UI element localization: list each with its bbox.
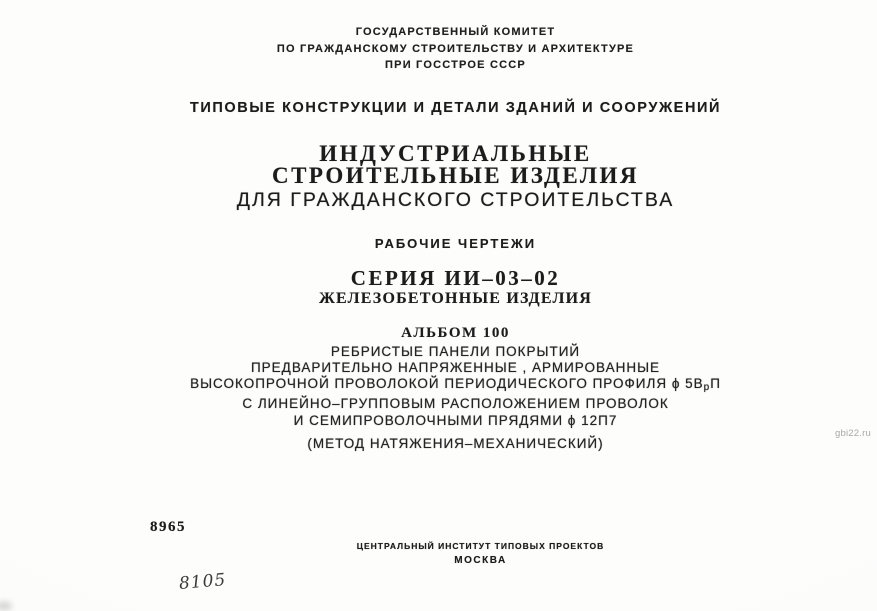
scan-smudge: [0, 601, 12, 611]
document-type-line: ТИПОВЫЕ КОНСТРУКЦИИ И ДЕТАЛИ ЗДАНИЙ И СООРУЖЕНИЙ: [189, 100, 722, 116]
album-description-line-1: РЕБРИСТЫЕ ПАНЕЛИ ПОКРЫТИЙ: [330, 344, 581, 359]
print-order-number: 8965: [150, 519, 186, 535]
album-description-line-2: ПРЕДВАРИТЕЛЬНО НАПРЯЖЕННЫЕ , АРМИРОВАННЫЕ: [250, 360, 661, 375]
wire-profile-suffix: П: [710, 376, 721, 391]
album-description-line-3: [35, 376, 876, 393]
working-drawings-label: РАБОЧИЕ ЧЕРТЕЖИ: [374, 236, 537, 251]
wire-class-subscript: р: [703, 382, 711, 393]
series-number: СЕРИЯ ИИ–03–02: [350, 266, 561, 290]
publisher-name: ЦЕНТРАЛЬНЫЙ ИНСТИТУТ ТИПОВЫХ ПРОЕКТОВ: [356, 541, 605, 551]
album-number: АЛЬБОМ 100: [401, 325, 510, 341]
album-description-line-4: С ЛИНЕЙНО–ГРУППОВЫМ РАСПОЛОЖЕНИЕМ ПРОВОЛОК: [242, 396, 669, 411]
album-description-line-5: И СЕМИПРОВОЛОЧНЫМИ ПРЯДЯМИ ϕ 12П7: [293, 413, 618, 428]
publisher-city: МОСКВА: [454, 555, 507, 566]
site-watermark: gbi22.ru: [835, 428, 871, 439]
main-title-line-3: ДЛЯ ГРАЖДАНСКОГО СТРОИТЕЛЬСТВА: [236, 189, 675, 211]
org-name-line-1: ГОСУДАРСТВЕННЫЙ КОМИТЕТ: [355, 26, 556, 38]
wire-profile-text: ВЫСОКОПРОЧНОЙ ПРОВОЛОКОЙ ПЕРИОДИЧЕСКОГО ПРОФИЛЯ ϕ 5В: [190, 376, 704, 391]
main-title-line-2: СТРОИТЕЛЬНЫЕ ИЗДЕЛИЯ: [271, 163, 640, 188]
tensioning-method-note: (МЕТОД НАТЯЖЕНИЯ–МЕХАНИЧЕСКИЙ): [307, 436, 604, 451]
series-subtitle: ЖЕЛЕЗОБЕТОННЫЕ ИЗДЕЛИЯ: [318, 290, 593, 307]
handwritten-inventory-number: 8105: [178, 569, 228, 595]
main-title-line-1: ИНДУСТРИАЛЬНЫЕ: [319, 141, 592, 166]
org-name-line-3: ПРИ ГОССТРОЕ СССР: [385, 59, 526, 71]
org-name-line-2: ПО ГРАЖДАНСКОМУ СТРОИТЕЛЬСТВУ И АРХИТЕКТУРЕ: [276, 43, 635, 55]
